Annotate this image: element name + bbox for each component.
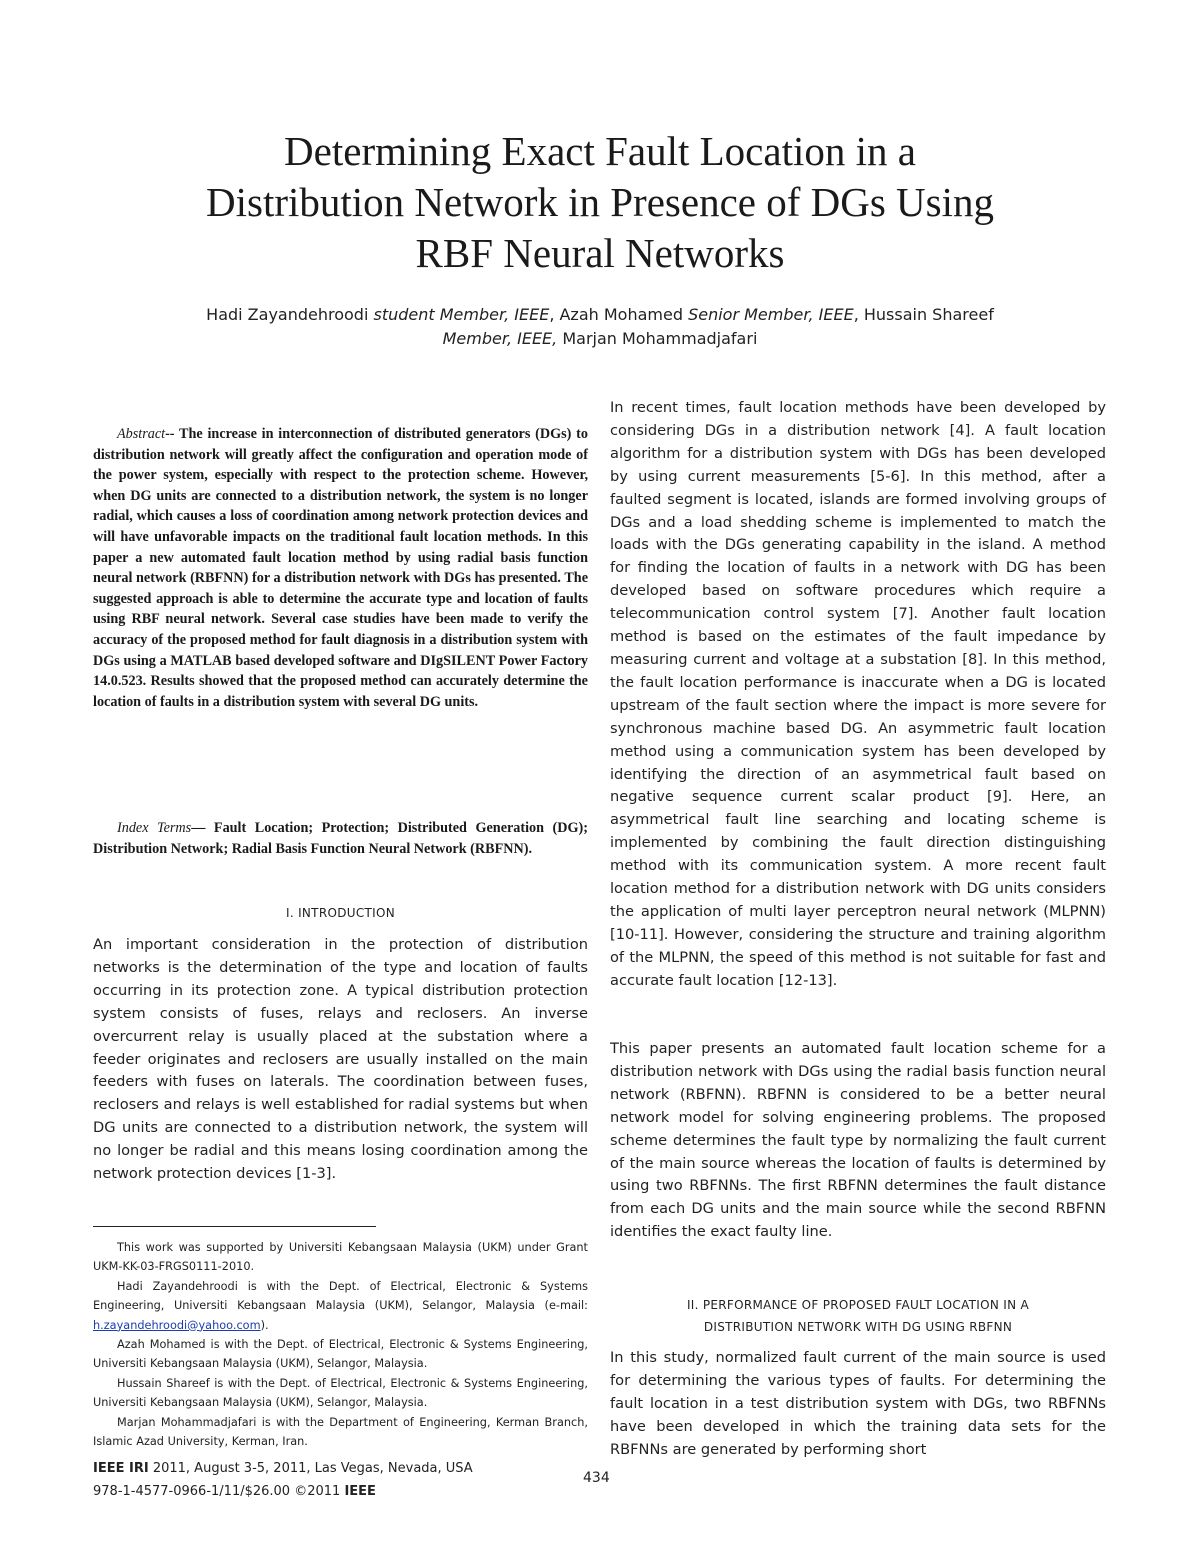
- introduction-paragraph: An important consideration in the protection of distribution networks is the determination of the type and location of faults occurring in its protection zone. A typical distribution protection system consists of fuses, relays and reclosers. An inverse overcurrent relay is usually placed at the substation where a feeder originates and reclosers are usually installed on the main feeders with fuses on laterals. The coordination between fuses, reclosers and relays is well established for radial systems but when DG units are connected to a distribution network, the system will no longer be radial and this means losing coordination among the network protection devices [1-3].: [93, 936, 588, 1183]
- title-line: RBF Neural Networks: [415, 230, 785, 276]
- author-line: [100, 327, 1100, 351]
- conference-info: [93, 1457, 553, 1503]
- section-heading-line: DISTRIBUTION NETWORK WITH DG USING RBFNN: [703, 1320, 1013, 1334]
- index-terms: [93, 818, 588, 859]
- author-name: Hadi Zayandehroodi: [206, 305, 374, 324]
- title-line: Distribution Network in Presence of DGs Using: [205, 179, 994, 225]
- author-role: student Member, IEEE: [373, 305, 550, 324]
- footnote-author-4: Marjan Mohammadjafari is with the Department of Engineering, Kerman Branch, Islamic Azad University, Kerman, Iran.: [93, 1415, 588, 1449]
- page-number: 434: [583, 1470, 610, 1486]
- abstract: [93, 424, 588, 712]
- proposal-paragraph: This paper presents an automated fault location scheme for a distribution network with DGs using the radial basis function neural network (RBFNN). RBFNN is considered to be a better neural network model for solving engineering problems. The proposed scheme determines the fault type by normalizing the fault current of the main source whereas the location of faults is determined by using two RBFNNs. The first RBFNN determines the fault distance from each DG units and the main source while the second RBFNN identifies the exact faulty line.: [610, 1040, 1106, 1241]
- copyright-text: 978-1-4577-0966-1/11/$26.00 ©2011: [93, 1484, 345, 1499]
- footnote-funding: This work was supported by Universiti Kebangsaan Malaysia (UKM) under Grant UKM-KK-03-FRGS0111-2010.: [93, 1241, 588, 1274]
- footnote-author-1: [93, 1277, 588, 1335]
- author-role: Member, IEEE,: [442, 329, 558, 348]
- author-list: [100, 303, 1100, 351]
- footnotes: [93, 1238, 588, 1451]
- email-link[interactable]: h.zayandehroodi@yahoo.com: [93, 1318, 261, 1332]
- title-line: Determining Exact Fault Location in a: [284, 128, 916, 174]
- footnote-text: ).: [260, 1318, 269, 1332]
- index-terms-text: — Fault Location; Protection; Distributed Generation (DG); Distribution Network; Radial Basis Function Neural Network (RBFNN).: [93, 820, 588, 857]
- author-name: Marjan Mohammadjafari: [557, 329, 758, 348]
- author-name: , Hussain Shareef: [853, 305, 994, 324]
- footnote-author-3: Hussain Shareef is with the Dept. of Electrical, Electronic & Systems Engineering, Universiti Kebangsaan Malaysia (UKM), Selangor, Malaysia.: [93, 1376, 588, 1410]
- index-terms-label: Index Terms: [117, 820, 192, 836]
- section-heading-line: II. PERFORMANCE OF PROPOSED FAULT LOCATION IN A: [686, 1298, 1030, 1312]
- copyright-line: [93, 1480, 553, 1503]
- paper-title: [60, 126, 1140, 279]
- conference-details: 2011, August 3-5, 2011, Las Vegas, Nevada, USA: [148, 1461, 473, 1476]
- author-role: Senior Member, IEEE: [688, 305, 854, 324]
- related-work-paragraph: In recent times, fault location methods have been developed by considering DGs in a distribution network [4]. A fault location algorithm for a distribution system with DGs has been developed by using current measurements [5-6]. In this method, after a faulted segment is located, islands are formed involving groups of DGs and a load shedding scheme is implemented to match the loads with the DGs generating capability in the island. A method for finding the location of faults in a network with DG has been developed based on software procedures which require a telecommunication control system [7]. Another fault location method is based on the estimates of the fault impedance by measuring current and voltage at a substation [8]. In this method, the fault location performance is inaccurate when a DG is located upstream of the fault section where the impact is more severe for synchronous machine based DG. An asymmetric fault location method using a communication system has been developed by identifying the direction of an asymmetrical fault based on negative sequence current scalar product [9]. Here, an asymmetrical fault line searching and locating scheme is implemented by combining the fault direction distinguishing method with its communication system. A more recent fault location method for a distribution network with DG units considers the application of multi layer perceptron neural network (MLPNN) [10-11]. However, considering the structure and training algorithm of the MLPNN, the speed of this method is not suitable for fast and accurate fault location [12-13].: [610, 399, 1106, 989]
- copyright-publisher: IEEE: [344, 1484, 376, 1499]
- abstract-label: Abstract: [117, 426, 166, 442]
- abstract-text: -- The increase in interconnection of distributed generators (DGs) to distribution network will greatly affect the configuration and operation mode of the power system, especially with respect to the protection scheme. However, when DG units are connected to a distribution network, the system is no longer radial, which causes a loss of coordination among network protection devices and will have unfavorable impacts on the traditional fault location methods. In this paper a new automated fault location method by using radial basis function neural network (RBFNN) for a distribution network with DGs has presented. The suggested approach is able to determine the accurate type and location of faults using RBF neural network. Several case studies have been made to verify the accuracy of the proposed method for fault diagnosis in a distribution system with DGs using a MATLAB based developed software and DIgSILENT Power Factory 14.0.523. Results showed that the proposed method can accurately determine the location of faults in a distribution system with several DG units.: [93, 426, 588, 710]
- section-heading-performance: [610, 1294, 1106, 1338]
- author-name: , Azah Mohamed: [549, 305, 689, 324]
- method-paragraph: In this study, normalized fault current of the main source is used for determining the various types of faults. For determining the fault location in a test distribution system with DGs, two RBFNNs have been developed in which the training data sets for the RBFNNs are generated by performing short: [610, 1349, 1106, 1458]
- conference-line: [93, 1457, 553, 1480]
- footnote-text: Hadi Zayandehroodi is with the Dept. of Electrical, Electronic & Systems Engineering, Universiti Kebangsaan Malaysia (UKM), Selangor, Malaysia (e-mail:: [93, 1279, 588, 1313]
- footnote-author-2: Azah Mohamed is with the Dept. of Electrical, Electronic & Systems Engineering, Universiti Kebangsaan Malaysia (UKM), Selangor, Malaysia.: [93, 1338, 588, 1371]
- author-line: [100, 303, 1100, 327]
- footnote-divider: [93, 1226, 376, 1227]
- conference-name: IEEE IRI: [93, 1461, 149, 1476]
- section-heading-introduction: I. INTRODUCTION: [286, 906, 395, 920]
